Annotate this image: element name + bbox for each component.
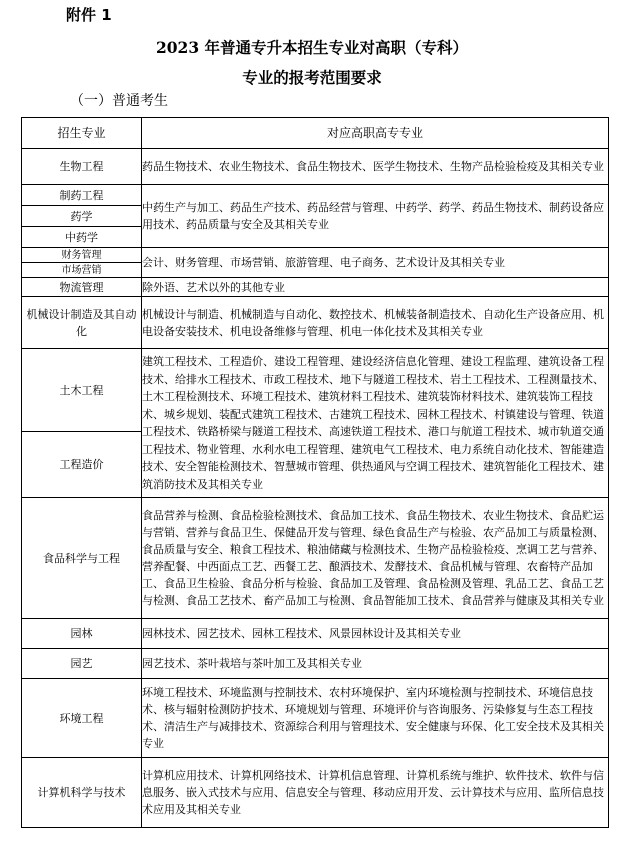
major-cell: 中药学 (22, 227, 142, 248)
column-header-major: 招生专业 (22, 118, 142, 149)
table-row (22, 248, 609, 263)
major-cell: 物流管理 (22, 278, 142, 297)
major-cell: 食品科学与工程 (22, 498, 142, 619)
table-row (22, 149, 609, 185)
related-majors-cell: 中药生产与加工、药品生产技术、药品经营与管理、中药学、药学、药品生物技术、制药设备应用技术、药品质量与安全及其相关专业 (142, 185, 609, 248)
attachment-label: 附件 1 (66, 6, 112, 24)
major-cell: 机械设计制造及其自动化 (22, 297, 142, 349)
major-cell: 工程造价 (22, 432, 142, 498)
related-majors-cell: 食品营养与检测、食品检验检测技术、食品加工技术、食品生物技术、农业生物技术、食品贮运与营销、营养与食品卫生、保健品开发与管理、绿色食品生产与检验、农产品加工与质量检测、食品质量与安全、粮食工程技术、粮油储藏与检测技术、生物产品检验检疫、烹调工艺与营养、营养配餐、中西面点工艺、西餐工艺、酿酒技术、发酵技术、食品机械与管理、农畜特产品加工、食品卫生检验、食品分析与检验、食品加工及管理、食品检测及管理、乳品工艺、食品工艺与检测、食品工艺技术、畜产品加工与检测、食品智能加工技术、食品营养与健康及其相关专业 (142, 498, 609, 619)
document-title-line-2: 专业的报考范围要求 (242, 68, 382, 87)
table-row (22, 185, 609, 206)
section-heading: （一）普通考生 (70, 93, 168, 109)
table-row (22, 679, 609, 758)
table-row (22, 297, 609, 349)
related-majors-cell: 园艺技术、茶叶栽培与茶叶加工及其相关专业 (142, 649, 609, 679)
major-cell: 园林 (22, 619, 142, 649)
table-row (22, 278, 609, 297)
table-row (22, 349, 609, 432)
major-cell: 药学 (22, 206, 142, 227)
column-header-related-majors: 对应高职高专专业 (142, 118, 609, 149)
related-majors-cell: 环境工程技术、环境监测与控制技术、农村环境保护、室内环境检测与控制技术、环境信息技术、核与辐射检测防护技术、环境规划与管理、环境评价与咨询服务、污染修复与生态工程技术、清洁生产与减排技术、资源综合利用与管理技术、安全健康与环保、化工安全技术及其相关专业 (142, 679, 609, 758)
table-row (22, 498, 609, 619)
major-cell: 生物工程 (22, 149, 142, 185)
major-cell: 园艺 (22, 649, 142, 679)
table-header-row (22, 118, 609, 149)
related-majors-cell: 计算机应用技术、计算机网络技术、计算机信息管理、计算机系统与维护、软件技术、软件与信息服务、嵌入式技术与应用、信息安全与管理、移动应用开发、云计算技术与应用、监所信息技术应用及其相关专业 (142, 758, 609, 828)
table-row (22, 649, 609, 679)
related-majors-cell: 除外语、艺术以外的其他专业 (142, 278, 609, 297)
related-majors-cell: 园林技术、园艺技术、园林工程技术、风景园林设计及其相关专业 (142, 619, 609, 649)
major-cell: 财务管理 (22, 248, 142, 263)
related-majors-cell: 机械设计与制造、机械制造与自动化、数控技术、机械装备制造技术、自动化生产设备应用、机电设备安装技术、机电设备维修与管理、机电一体化技术及其相关专业 (142, 297, 609, 349)
major-cell: 市场营销 (22, 263, 142, 278)
table-row (22, 619, 609, 649)
major-cell: 制药工程 (22, 185, 142, 206)
major-cell: 环境工程 (22, 679, 142, 758)
table-row (22, 758, 609, 828)
major-cell: 计算机科学与技术 (22, 758, 142, 828)
admission-majors-table (21, 117, 609, 828)
related-majors-cell: 会计、财务管理、市场营销、旅游管理、电子商务、艺术设计及其相关专业 (142, 248, 609, 278)
related-majors-cell: 建筑工程技术、工程造价、建设工程管理、建设经济信息化管理、建设工程监理、建筑设备工程技术、给排水工程技术、市政工程技术、地下与隧道工程技术、岩土工程技术、工程测量技术、土木工程检测技术、环境工程技术、建筑材料工程技术、建筑装饰材料技术、建筑装饰工程技术、城乡规划、装配式建筑工程技术、古建筑工程技术、园林工程技术、村镇建设与管理、铁道工程技术、铁路桥梁与隧道工程技术、高速铁道工程技术、港口与航道工程技术、城市轨道交通工程技术、物业管理、水利水电工程管理、建筑电气工程技术、电力系统自动化技术、智能建造技术、安全智能检测技术、智慧城市管理、供热通风与空调工程技术、建筑智能化工程技术、建筑消防技术及其相关专业 (142, 349, 609, 498)
related-majors-cell: 药品生物技术、农业生物技术、食品生物技术、医学生物技术、生物产品检验检疫及其相关专业 (142, 149, 609, 185)
major-cell: 土木工程 (22, 349, 142, 432)
document-title-line-1: 2023 年普通专升本招生专业对高职（专科） (155, 38, 469, 57)
